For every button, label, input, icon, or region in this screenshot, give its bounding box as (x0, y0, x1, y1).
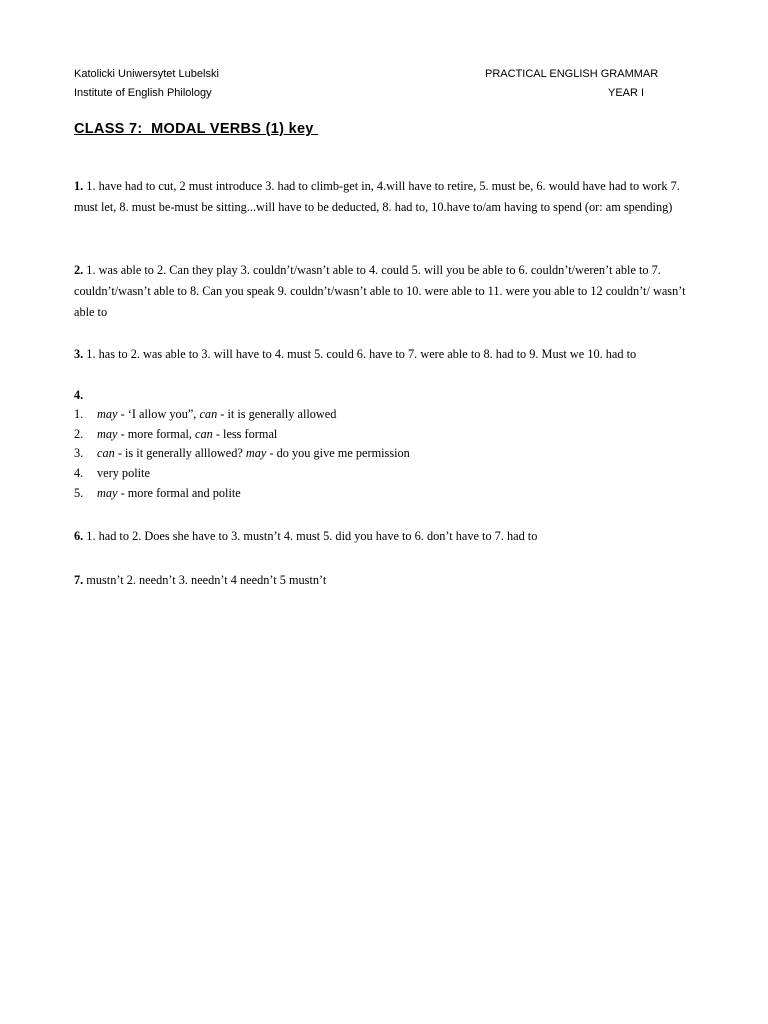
section-6-answers: 1. had to 2. Does she have to 3. mustn’t 4. must 5. did you have to 6. don’t have to 7. had to (83, 529, 538, 543)
section-4-list (74, 405, 410, 504)
institute-name: Institute of English Philology (74, 87, 212, 99)
list-item-number: 4. (74, 466, 84, 481)
modal-verb: may (97, 426, 118, 441)
section-7-answers: mustn’t 2. needn’t 3. needn’t 4 needn’t 5 mustn’t (83, 573, 327, 587)
modal-verb: may (97, 407, 118, 421)
list-item (74, 464, 410, 484)
section-3-label: 3. (74, 347, 84, 361)
section-4-label: 4. (74, 388, 84, 402)
list-item-text: - do you give me permission (266, 446, 410, 461)
page-title: CLASS 7: MODAL VERBS (1) key (74, 121, 319, 137)
section-7 (74, 570, 696, 591)
list-item-text: very polite (97, 466, 150, 481)
list-item (74, 425, 410, 445)
list-item-number: 1. (74, 407, 84, 421)
section-2-label: 2. (74, 263, 84, 277)
list-item (74, 484, 410, 504)
section-1-answers: 1. have had to cut, 2 must introduce 3. had to climb-get in, 4.will have to retire, 5. must be, 6. would have had to work 7. must let, 8. must be-must be sitting...will have to be deducted, 8. had to, 10.have to/am having to spend (or: am spending) (74, 179, 680, 214)
list-item-text: - more formal and polite (117, 485, 241, 500)
section-1 (74, 176, 696, 218)
course-year: YEAR I (608, 87, 645, 99)
modal-verb: may (245, 446, 267, 461)
list-item-number: 3. (74, 446, 84, 461)
section-3-answers: 1. has to 2. was able to 3. will have to 4. must 5. could 6. have to 7. were able to 8. had to 9. Must we 10. had to (83, 347, 637, 361)
course-name: PRACTICAL ENGLISH GRAMMAR (485, 68, 659, 80)
list-item (74, 405, 410, 425)
section-1-label: 1. (74, 179, 84, 193)
section-7-label: 7. (74, 573, 84, 587)
list-item-number: 2. (74, 426, 84, 441)
list-item-text: - more formal, (117, 426, 196, 441)
modal-verb: can (97, 446, 115, 461)
modal-verb: can (199, 407, 218, 421)
section-2 (74, 260, 696, 323)
list-item-text: - it is generally allowed (217, 407, 337, 421)
section-6-label: 6. (74, 529, 84, 543)
modal-verb: can (195, 426, 213, 441)
list-item-text: - ‘I allow you”, (117, 407, 200, 421)
list-item-number: 5. (74, 485, 84, 500)
section-3 (74, 344, 696, 365)
modal-verb: may (97, 485, 118, 500)
list-item-text: - less formal (212, 426, 278, 441)
section-2-answers: 1. was able to 2. Can they play 3. couldn’t/wasn’t able to 4. could 5. will you be able to 6. couldn’t/weren’t able to 7. couldn’t/wasn’t able to 8. Can you speak 9. couldn’t/wasn’t able to 10. were able to 11. were you able to 12 couldn’t/ wasn’t able to (74, 263, 686, 319)
list-item (74, 444, 410, 464)
university-name: Katolicki Uniwersytet Lubelski (74, 68, 219, 80)
section-6 (74, 526, 696, 547)
list-item-text: - is it generally alllowed? (114, 446, 246, 461)
